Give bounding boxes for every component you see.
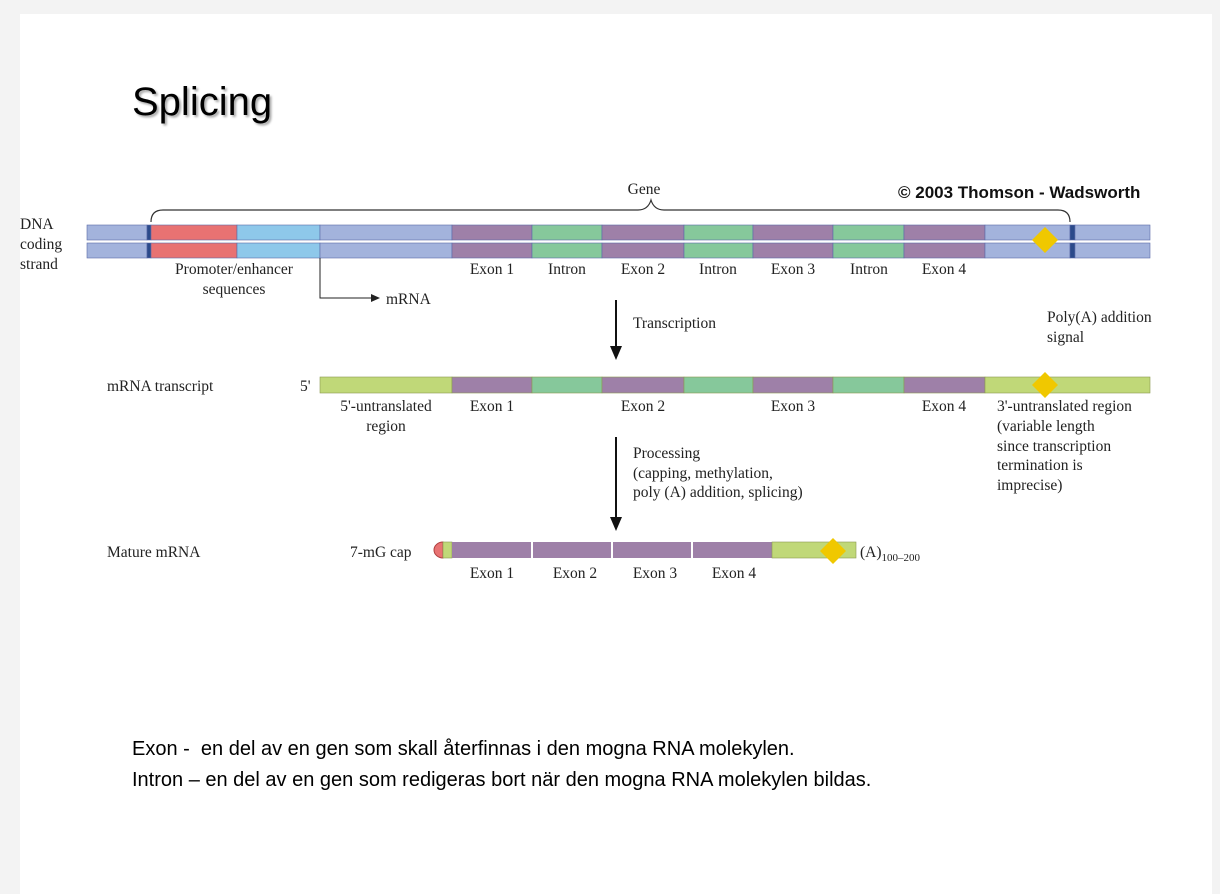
gene-brace	[151, 200, 1070, 222]
dna-marker-segment	[147, 243, 151, 258]
mature-exon-label: Exon 4	[711, 565, 757, 582]
transcript-intron-segment	[532, 377, 602, 393]
dna-segment-label: Intron	[850, 261, 888, 278]
dna-flank-segment	[320, 225, 452, 240]
transcript-exon-label: Exon 3	[770, 398, 816, 415]
dna-segment-label: Exon 3	[770, 261, 816, 278]
dna-intron-segment	[833, 243, 904, 258]
slide-title: Splicing	[132, 80, 273, 124]
dna-intron-segment	[532, 243, 602, 258]
definitions	[132, 734, 871, 796]
mature-mrna-bar	[434, 538, 856, 564]
utr5-label-2: region	[366, 418, 406, 435]
intron-definition: Intron – en del av en gen som redigeras bort när den mogna RNA molekylen bildas.	[132, 769, 872, 791]
transcript-utr-segment	[320, 377, 452, 393]
dna-flank-segment	[1075, 243, 1150, 258]
dna-label-1: DNA	[20, 216, 54, 233]
dna-flank-segment	[1075, 225, 1150, 240]
processing-label-2: (capping, methylation,	[633, 465, 773, 482]
dna-exon-segment	[452, 225, 532, 240]
transcription-label: Transcription	[633, 315, 716, 332]
dna-intron-segment	[684, 225, 753, 240]
dna-intron-segment	[684, 243, 753, 258]
dna-exon-segment	[904, 225, 985, 240]
dna-flank-segment	[320, 243, 452, 258]
dna-flank-segment	[985, 225, 1070, 240]
exon-definition: Exon - en del av en gen som skall återfinnas i den mogna RNA molekylen.	[132, 738, 795, 760]
dna-flank-segment	[87, 243, 147, 258]
mature-exon-segment	[693, 542, 772, 558]
dna-exon-segment	[904, 243, 985, 258]
cap-icon	[434, 542, 443, 558]
dna-enhancer-segment	[237, 225, 320, 240]
dna-flank-segment	[87, 225, 147, 240]
dna-exon-segment	[452, 243, 532, 258]
mature-exon-segment	[452, 542, 531, 558]
mature-exon-label: Exon 2	[552, 565, 598, 582]
dna-segment-label: Intron	[699, 261, 737, 278]
polya-tail-label: $(A)_{100-200}$	[860, 544, 921, 564]
dna-marker-segment	[147, 225, 151, 240]
dna-segment-label: Exon 1	[469, 261, 515, 278]
dna-exon-segment	[753, 243, 833, 258]
polya-signal-label-1: Poly(A) addition	[1047, 309, 1152, 326]
mature-exon-label: Exon 1	[469, 565, 515, 582]
polya-signal-diamond	[1032, 372, 1058, 398]
transcript-exon-segment	[904, 377, 985, 393]
dna-segment-label: Exon 2	[620, 261, 666, 278]
cap-label: 7-mG cap	[350, 544, 412, 561]
copyright: © 2003 Thomson - Wadsworth	[898, 183, 1141, 202]
polya-signal-label-2: signal	[1047, 329, 1085, 346]
dna-flank-segment	[985, 243, 1070, 258]
promoter-label-1: Promoter/enhancer	[175, 261, 293, 278]
dna-marker-segment	[1070, 225, 1075, 240]
dna-strands	[87, 225, 1150, 258]
mrna-transcript-bar	[320, 372, 1150, 398]
dna-marker-segment	[1070, 243, 1075, 258]
dna-intron-segment	[833, 225, 904, 240]
mature-label: Mature mRNA	[107, 544, 201, 561]
utr3-label-1: 3'-untranslated region	[997, 398, 1132, 415]
mature-exon-segment	[533, 542, 611, 558]
down-arrow-icon	[610, 346, 622, 360]
dna-label-2: coding	[20, 236, 63, 253]
dna-exon-segment	[602, 243, 684, 258]
transcript-exon-label: Exon 1	[469, 398, 515, 415]
utr3-label-2: (variable length	[997, 418, 1095, 435]
transcript-label: mRNA transcript	[107, 378, 214, 395]
transcript-exon-label: Exon 4	[921, 398, 967, 415]
down-arrow-icon	[610, 517, 622, 531]
processing-label-3: poly (A) addition, splicing)	[633, 484, 803, 501]
utr5-label-1: 5'-untranslated	[340, 398, 432, 415]
dna-promoter-segment	[151, 225, 237, 240]
dna-segment-label: Intron	[548, 261, 586, 278]
dna-segment-label: Exon 4	[921, 261, 967, 278]
transcript-intron-segment	[684, 377, 753, 393]
transcript-exon-label: Exon 2	[620, 398, 666, 415]
utr3-label-4: termination is	[997, 457, 1083, 474]
dna-enhancer-segment	[237, 243, 320, 258]
dna-exon-segment	[602, 225, 684, 240]
five-prime-label: 5'	[300, 378, 311, 395]
utr3-label-3: since transcription	[997, 438, 1112, 455]
dna-intron-segment	[532, 225, 602, 240]
transcript-exon-segment	[753, 377, 833, 393]
arrow-icon	[371, 294, 380, 302]
mature-exon-label: Exon 3	[632, 565, 678, 582]
dna-exon-segment	[753, 225, 833, 240]
promoter-label-2: sequences	[202, 281, 266, 298]
transcript-utr-segment	[985, 377, 1150, 393]
utr3-label-5: imprecise)	[997, 477, 1063, 494]
processing-label-1: Processing	[633, 445, 701, 462]
mature-exon-segment	[613, 542, 691, 558]
gene-label: Gene	[627, 181, 661, 198]
mature-utr5-segment	[443, 542, 452, 558]
dna-label-3: strand	[20, 256, 58, 273]
transcript-intron-segment	[833, 377, 904, 393]
transcript-exon-segment	[452, 377, 532, 393]
dna-promoter-segment	[151, 243, 237, 258]
mrna-arrow-label: mRNA	[386, 291, 431, 308]
transcript-exon-segment	[602, 377, 684, 393]
